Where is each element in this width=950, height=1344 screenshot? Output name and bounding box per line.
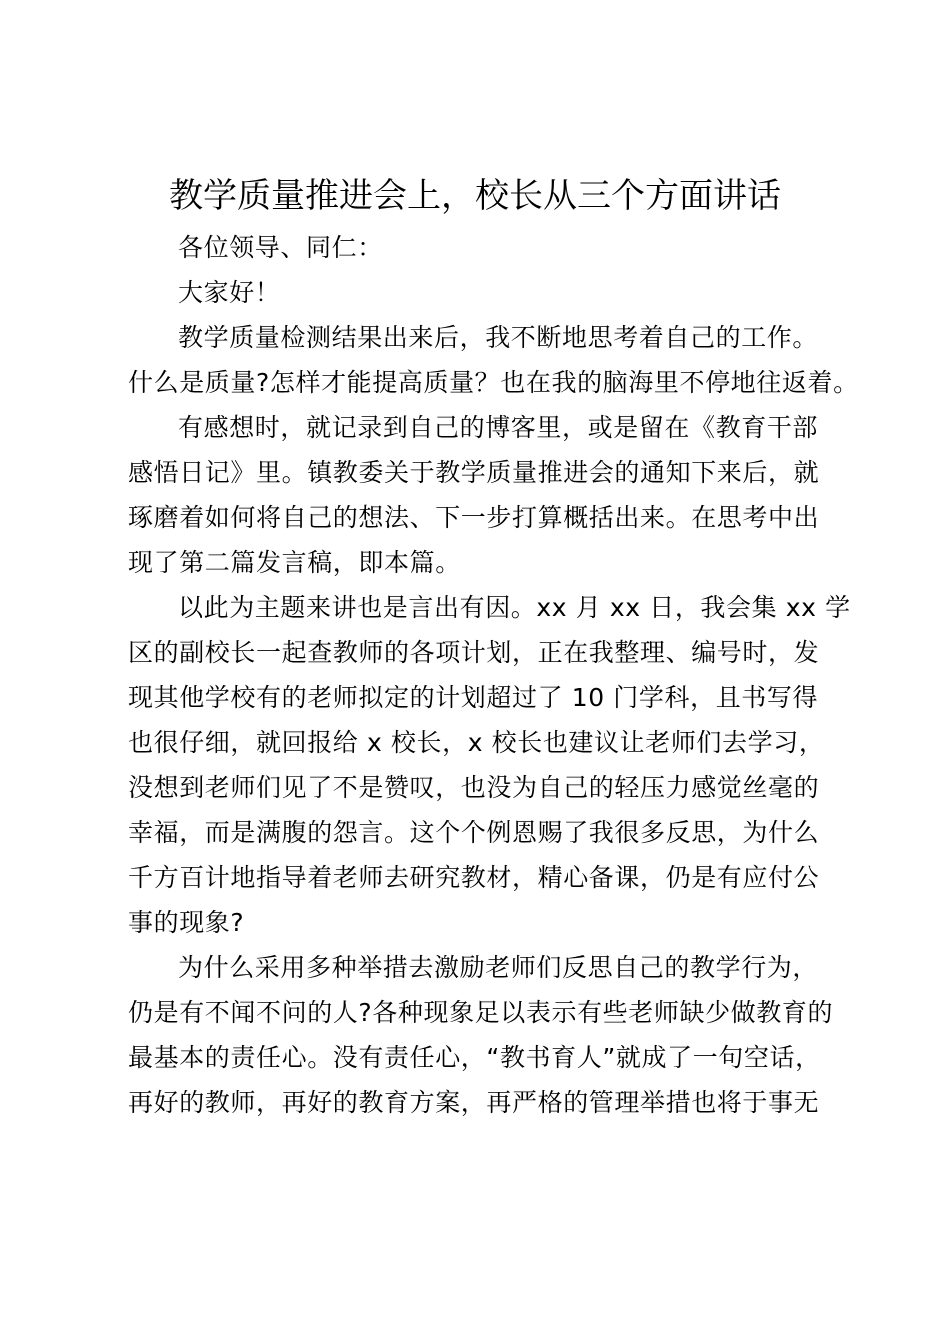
text-line: 大家好！ [178, 278, 281, 307]
text-line: 各位领导、同仁： [178, 233, 383, 262]
text-line: 千方百计地指导着老师去研究教材，精心备课，仍是有应付公 [128, 863, 820, 892]
document-title: 教学质量推进会上，校长从三个方面讲话 [169, 176, 781, 216]
text-line: 琢磨着如何将自己的想法、下一步打算概括出来。在思考中出 [128, 503, 820, 532]
text-line: 教学质量检测结果出来后，我不断地思考着自己的工作。 [178, 323, 819, 352]
text-line: 为什么采用多种举措去激励老师们反思自己的教学行为， [178, 953, 819, 982]
text-line: 什么是质量?怎样才能提高质量？也在我的脑海里不停地往返着。 [128, 368, 859, 397]
text-line: 也很仔细，就回报给 x 校长，x 校长也建议让老师们去学习， [128, 728, 825, 757]
text-line: 没想到老师们见了不是赞叹，也没为自己的轻压力感觉丝毫的 [128, 773, 820, 802]
paragraph [128, 585, 858, 945]
text-line: 事的现象? [128, 908, 245, 937]
text-line: 再好的教师，再好的教育方案，再严格的管理举措也将于事无 [128, 1088, 820, 1117]
paragraph-greeting [128, 270, 858, 315]
text-line: 仍是有不闻不问的人?各种现象足以表示有些老师缺少做教育的 [128, 998, 834, 1027]
text-line: 现其他学校有的老师拟定的计划超过了 10 门学科，且书写得 [128, 683, 819, 712]
paragraph-salutation [128, 225, 858, 270]
text-line: 最基本的责任心。没有责任心，“教书育人”就成了一句空话， [128, 1043, 821, 1072]
text-line: 以此为主题来讲也是言出有因。xx 月 xx 日，我会集 xx 学 [178, 593, 851, 622]
paragraph [128, 945, 858, 1125]
paragraph [128, 405, 858, 585]
text-line: 有感想时，就记录到自己的博客里，或是留在《教育干部 [178, 413, 819, 442]
text-line: 区的副校长一起查教师的各项计划，正在我整理、编号时，发 [128, 638, 820, 667]
text-line: 幸福，而是满腹的怨言。这个个例恩赐了我很多反思，为什么 [128, 818, 820, 847]
text-line: 现了第二篇发言稿，即本篇。 [128, 548, 461, 577]
document-body [128, 225, 858, 1125]
paragraph [128, 315, 858, 405]
text-line: 感悟日记》里。镇教委关于教学质量推进会的通知下来后，就 [128, 458, 820, 487]
